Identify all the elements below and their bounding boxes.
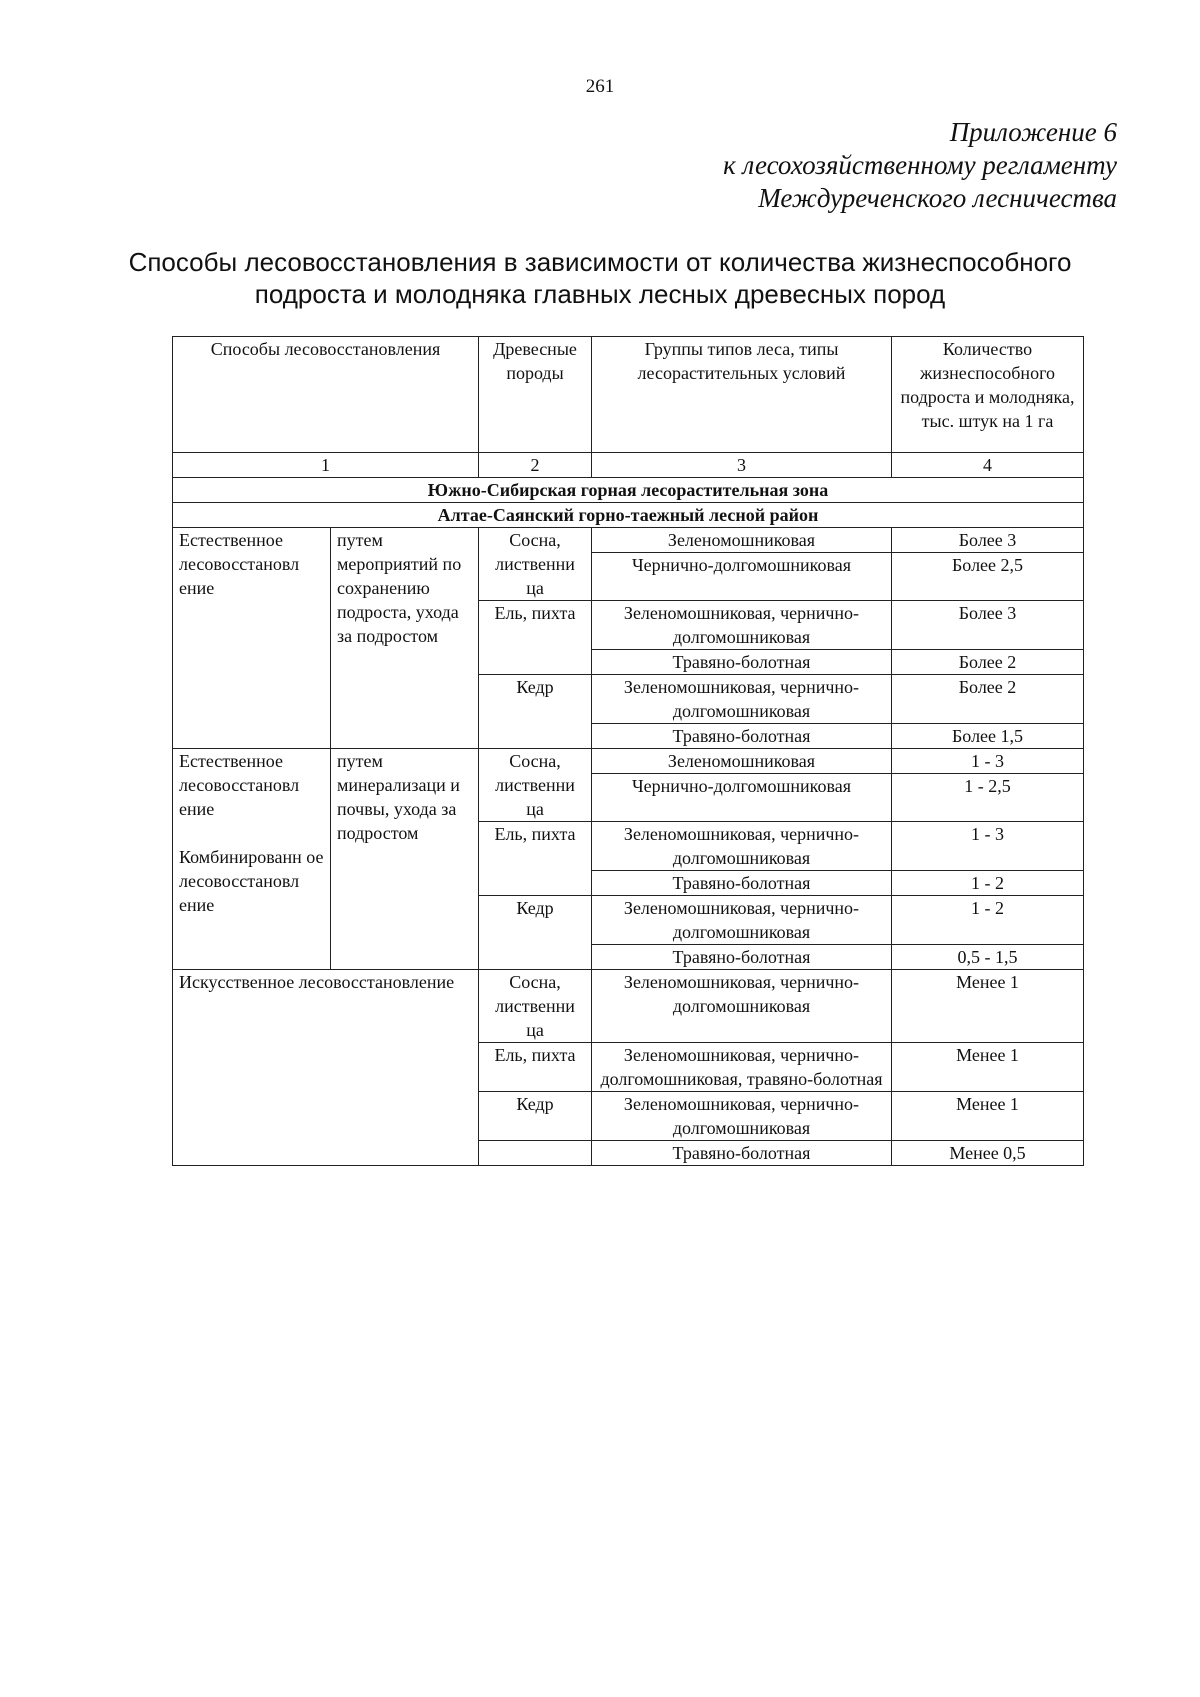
zone-heading: Южно-Сибирская горная лесорастительная зона bbox=[173, 478, 1084, 503]
column-number: 1 bbox=[173, 453, 479, 478]
species-cell: Ель, пихта bbox=[479, 822, 592, 896]
species-cell: Сосна, лиственни ца bbox=[479, 749, 592, 822]
species-cell: Сосна, лиственни ца bbox=[479, 970, 592, 1043]
submethod-cell: путем минерализаци и почвы, ухода за подростом bbox=[331, 749, 479, 970]
forest-type-cell: Зеленомошниковая, чернично-долгомошниковая bbox=[592, 601, 892, 650]
forest-type-cell: Травяно-болотная bbox=[592, 871, 892, 896]
page-number: 261 bbox=[585, 76, 615, 97]
table-row bbox=[173, 528, 1084, 553]
forest-type-cell: Зеленомошниковая, чернично-долгомошниковая bbox=[592, 675, 892, 724]
amount-cell: Менее 0,5 bbox=[892, 1141, 1084, 1166]
amount-cell: Более 2,5 bbox=[892, 553, 1084, 601]
forest-type-cell: Чернично-долгомошниковая bbox=[592, 774, 892, 822]
appendix-note bbox=[723, 116, 1117, 215]
district-heading: Алтае-Саянский горно-таежный лесной район bbox=[173, 503, 1084, 528]
amount-cell: 1 - 3 bbox=[892, 749, 1084, 774]
column-number: 2 bbox=[479, 453, 592, 478]
appendix-line-1: Приложение 6 bbox=[949, 117, 1117, 147]
amount-cell: 1 - 3 bbox=[892, 822, 1084, 871]
forest-type-cell: Зеленомошниковая, чернично-долгомошниковая, травяно-болотная bbox=[592, 1043, 892, 1092]
forest-type-cell: Зеленомошниковая, чернично-долгомошниковая bbox=[592, 822, 892, 871]
method-cell: Естественное лесовосстановл ение bbox=[173, 528, 331, 749]
species-cell-empty bbox=[479, 1141, 592, 1166]
table-row bbox=[173, 970, 1084, 1043]
forest-type-cell: Чернично-долгомошниковая bbox=[592, 553, 892, 601]
header-methods: Способы лесовосстановления bbox=[173, 337, 479, 453]
species-cell: Ель, пихта bbox=[479, 601, 592, 675]
header-species: Древесные породы bbox=[479, 337, 592, 453]
forest-type-cell: Травяно-болотная bbox=[592, 724, 892, 749]
species-cell: Сосна, лиственни ца bbox=[479, 528, 592, 601]
amount-cell: 1 - 2 bbox=[892, 896, 1084, 945]
table-header-row bbox=[173, 337, 1084, 453]
appendix-line-3: Междуреченского лесничества bbox=[758, 183, 1117, 213]
appendix-line-2: к лесохозяйственному регламенту bbox=[723, 150, 1117, 180]
forest-type-cell: Зеленомошниковая bbox=[592, 749, 892, 774]
method-combined: Комбинированн ое лесовосстановл ение bbox=[179, 847, 324, 915]
title-line-2: подроста и молодняка главных лесных древесных пород bbox=[254, 279, 946, 309]
header-forest-types: Группы типов леса, типы лесорастительных условий bbox=[592, 337, 892, 453]
header-amount: Количество жизнеспособного подроста и молодняка, тыс. штук на 1 га bbox=[892, 337, 1084, 453]
amount-cell: Более 2 bbox=[892, 650, 1084, 675]
species-cell: Кедр bbox=[479, 675, 592, 749]
title-line-1: Способы лесовосстановления в зависимости от количества жизнеспособного bbox=[128, 247, 1072, 277]
species-cell: Кедр bbox=[479, 1092, 592, 1141]
method-cell bbox=[173, 749, 331, 970]
species-cell: Ель, пихта bbox=[479, 1043, 592, 1092]
amount-cell: Более 3 bbox=[892, 601, 1084, 650]
amount-cell: Более 1,5 bbox=[892, 724, 1084, 749]
amount-cell: 0,5 - 1,5 bbox=[892, 945, 1084, 970]
forest-type-cell: Зеленомошниковая, чернично-долгомошниковая bbox=[592, 970, 892, 1043]
district-row bbox=[173, 503, 1084, 528]
amount-cell: Менее 1 bbox=[892, 970, 1084, 1043]
forest-type-cell: Травяно-болотная bbox=[592, 1141, 892, 1166]
species-cell: Кедр bbox=[479, 896, 592, 970]
amount-cell: 1 - 2 bbox=[892, 871, 1084, 896]
column-number: 4 bbox=[892, 453, 1084, 478]
method-natural: Естественное лесовосстановл ение bbox=[179, 751, 300, 819]
forest-type-cell: Зеленомошниковая, чернично-долгомошниковая bbox=[592, 896, 892, 945]
amount-cell: Более 2 bbox=[892, 675, 1084, 724]
method-cell: Искусственное лесовосстановление bbox=[173, 970, 479, 1166]
column-numbers-row bbox=[173, 453, 1084, 478]
column-number: 3 bbox=[592, 453, 892, 478]
forest-type-cell: Зеленомошниковая bbox=[592, 528, 892, 553]
submethod-cell: путем мероприятий по сохранению подроста, ухода за подростом bbox=[331, 528, 479, 749]
amount-cell: Более 3 bbox=[892, 528, 1084, 553]
document-title bbox=[0, 246, 1200, 310]
forest-type-cell: Зеленомошниковая, чернично-долгомошниковая bbox=[592, 1092, 892, 1141]
forest-type-cell: Травяно-болотная bbox=[592, 650, 892, 675]
forest-type-cell: Травяно-болотная bbox=[592, 945, 892, 970]
amount-cell: Менее 1 bbox=[892, 1092, 1084, 1141]
amount-cell: Менее 1 bbox=[892, 1043, 1084, 1092]
reforestation-table bbox=[172, 336, 1084, 1166]
amount-cell: 1 - 2,5 bbox=[892, 774, 1084, 822]
zone-row bbox=[173, 478, 1084, 503]
table-row bbox=[173, 749, 1084, 774]
